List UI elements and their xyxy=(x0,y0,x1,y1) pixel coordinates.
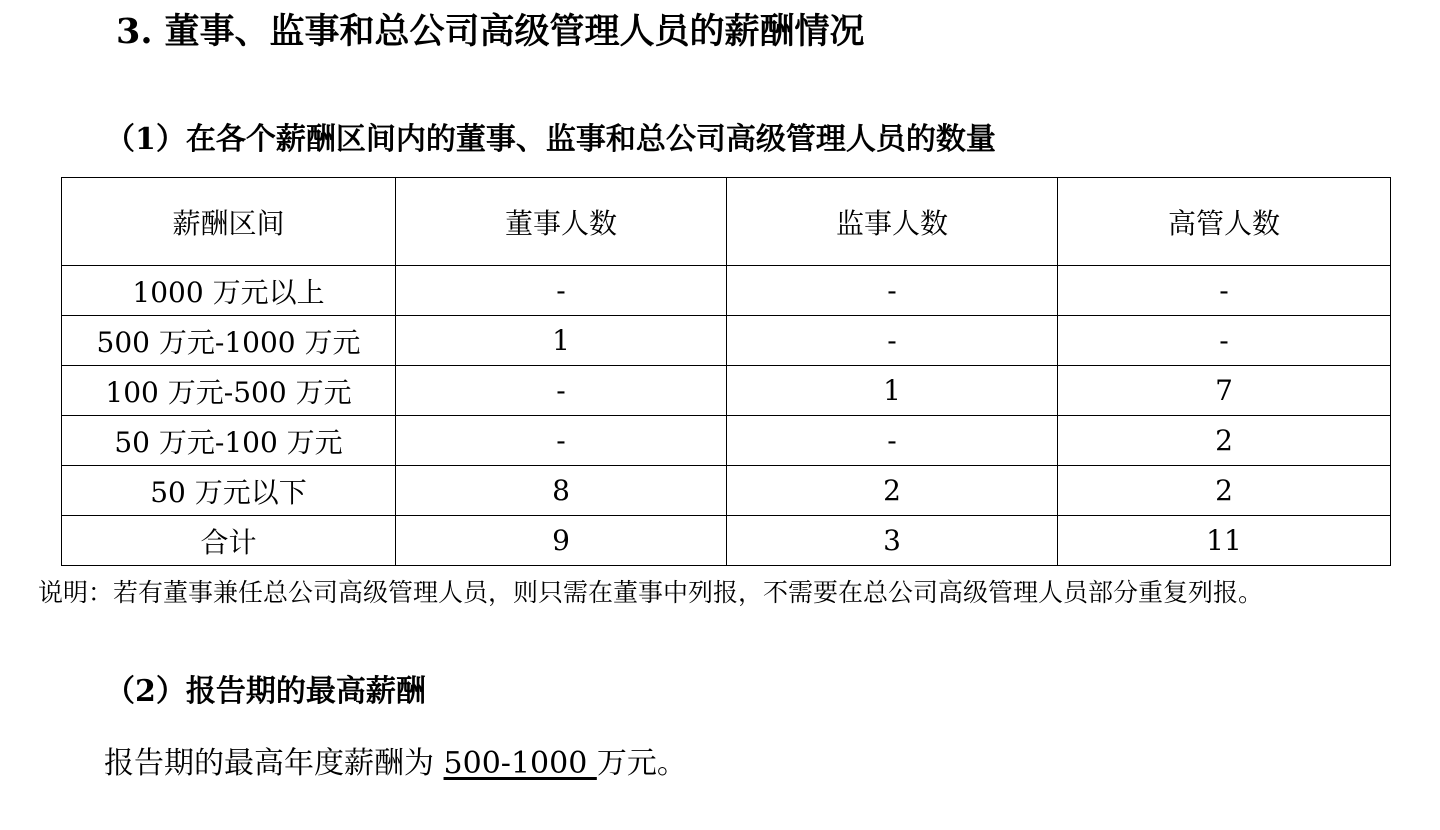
table-cell: 11 xyxy=(1058,516,1391,566)
section-number: 3. xyxy=(116,11,153,52)
table-cell: 1000 万元以上 xyxy=(62,266,396,316)
header-cell: 监事人数 xyxy=(727,178,1058,266)
table-cell: - xyxy=(1058,266,1391,316)
section-heading xyxy=(116,6,865,58)
paragraph-suffix: 万元。 xyxy=(596,746,687,781)
table-row xyxy=(62,466,1391,516)
section-title: 董事、监事和总公司高级管理人员的薪酬情况 xyxy=(164,11,865,52)
subsection-title-1: （1）在各个薪酬区间内的董事、监事和总公司高级管理人员的数量 xyxy=(105,122,996,157)
highest-pay-value: 500-1000 xyxy=(443,746,597,781)
header-cell: 高管人数 xyxy=(1058,178,1391,266)
table-row xyxy=(62,316,1391,366)
table-cell: - xyxy=(396,416,727,466)
table-cell: 2 xyxy=(1058,416,1391,466)
table-cell: 9 xyxy=(396,516,727,566)
table-header-row xyxy=(62,178,1391,266)
table-cell: - xyxy=(727,316,1058,366)
table-cell: 8 xyxy=(396,466,727,516)
table-cell: 100 万元-500 万元 xyxy=(62,366,396,416)
table-cell: 500 万元-1000 万元 xyxy=(62,316,396,366)
table-cell: 50 万元以下 xyxy=(62,466,396,516)
table-cell: - xyxy=(396,366,727,416)
table-cell: 1 xyxy=(727,366,1058,416)
table-cell: 3 xyxy=(727,516,1058,566)
table-cell: - xyxy=(727,266,1058,316)
table-cell: - xyxy=(396,266,727,316)
table-row xyxy=(62,266,1391,316)
table-note: 说明：若有董事兼任总公司高级管理人员，则只需在董事中列报，不需要在总公司高级管理人员部分重复列报。 xyxy=(38,578,1264,607)
table-total-row xyxy=(62,516,1391,566)
header-cell: 薪酬区间 xyxy=(62,178,396,266)
paragraph-prefix: 报告期的最高年度薪酬为 xyxy=(104,746,444,781)
table-row xyxy=(62,416,1391,466)
table-cell: 1 xyxy=(396,316,727,366)
table-cell: 50 万元-100 万元 xyxy=(62,416,396,466)
table-cell: 合计 xyxy=(62,516,396,566)
table-cell: 7 xyxy=(1058,366,1391,416)
table-cell: 2 xyxy=(727,466,1058,516)
table-row xyxy=(62,366,1391,416)
header-cell: 董事人数 xyxy=(396,178,727,266)
table-cell: 2 xyxy=(1058,466,1391,516)
highest-pay-paragraph xyxy=(104,742,687,786)
table-cell: - xyxy=(727,416,1058,466)
subsection-title-2: （2）报告期的最高薪酬 xyxy=(105,674,426,709)
compensation-table xyxy=(61,177,1391,566)
table-cell: - xyxy=(1058,316,1391,366)
